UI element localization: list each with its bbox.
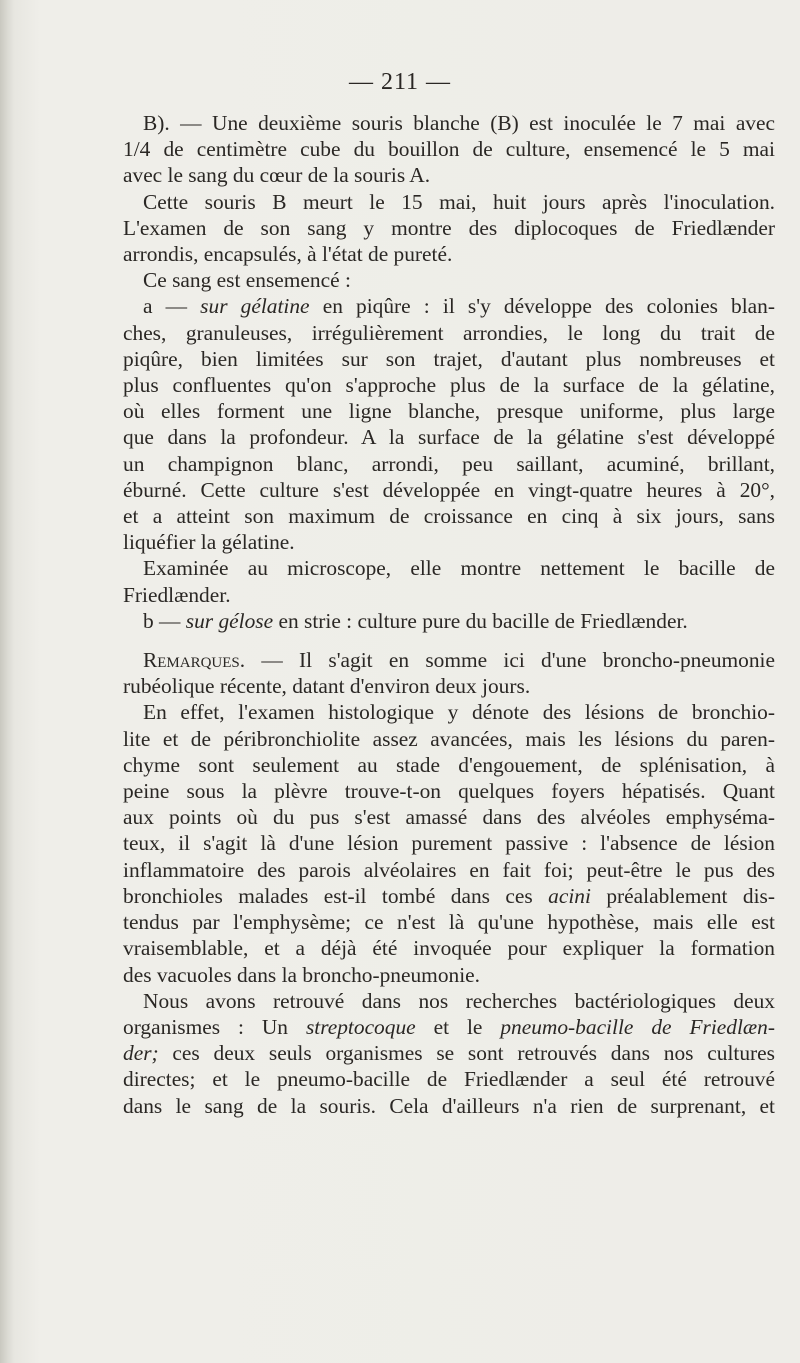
text-line: B). — Une deuxième souris blanche (B) est inoculée le 7 mai avec: [143, 111, 775, 135]
item-marker: a —: [143, 294, 201, 319]
text-line: plus confluentes qu'on s'approche plus de la surface de la gélatine,: [123, 373, 775, 398]
item-marker: b —: [143, 608, 186, 633]
text-line: avec le sang du cœur de la souris A.: [123, 163, 431, 188]
text-line: teux, il s'agit là d'une lésion purement passive : l'absence de lésion: [123, 831, 775, 856]
text-line: où elles forment une ligne blanche, presque uniforme, plus large: [123, 399, 775, 424]
text-line: ches, granuleuses, irrégulièrement arrondies, le long du trait de: [123, 320, 775, 345]
text-line: tendus par l'emphysème; ce n'est là qu'une hypothèse, mais elle est: [123, 910, 775, 935]
page-body: [123, 110, 775, 1119]
text-line: lite et de péribronchiolite assez avancées, mais les lésions du paren-: [123, 726, 775, 751]
text-line: der; ces deux seuls organismes se sont retrouvés dans nos cultures: [123, 1041, 775, 1066]
text-line: liquéfier la gélatine.: [123, 530, 295, 555]
text-line: vraisemblable, et a déjà été invoquée pour expliquer la formation: [123, 936, 775, 961]
medium-label: sur gélatine: [200, 294, 310, 319]
text-line: Ce sang est ensemencé :: [143, 268, 351, 293]
text-line: des vacuoles dans la broncho-pneumonie.: [123, 962, 480, 987]
text-line: piqûre, bien limitées sur son trajet, d'autant plus nombreuses et: [123, 346, 775, 371]
page-gutter-shadow: [0, 0, 14, 1363]
paragraph-gap: [123, 634, 775, 647]
text-line: L'examen de son sang y montre des diplocoques de Friedlænder: [123, 215, 775, 240]
organism-name: streptocoque: [305, 1014, 416, 1039]
text-line: Cette souris B meurt le 15 mai, huit jours après l'inoculation.: [143, 189, 775, 214]
remarks-heading: Remarques.: [143, 648, 246, 673]
text-line: 1/4 de centimètre cube du bouillon de culture, ensemencé le 5 mai: [123, 137, 775, 162]
text-line: que dans la profondeur. A la surface de la gélatine s'est développé: [123, 425, 775, 450]
text-line: rubéolique récente, datant d'environ deux jours.: [123, 674, 531, 699]
text-line: un champignon blanc, arrondi, peu saillant, acuminé, brillant,: [123, 451, 775, 476]
text-line: Nous avons retrouvé dans nos recherches bactériologiques deux: [143, 988, 775, 1013]
text-line: organismes : Un streptocoque et le pneumo-bacille de Friedlæn-: [123, 1014, 775, 1039]
text-line: inflammatoire des parois alvéolaires en fait foi; peut-être le pus des: [123, 857, 775, 882]
text-line: Friedlænder.: [123, 582, 231, 607]
page-number: — 211 —: [348, 69, 452, 95]
text-line: En effet, l'examen histologique y dénote des lésions de bronchio-: [143, 700, 775, 725]
text-line: éburné. Cette culture s'est développée en vingt-quatre heures à 20°,: [123, 477, 775, 502]
latin-term: acini: [548, 883, 591, 908]
text-line: dans le sang de la souris. Cela d'ailleurs n'a rien de surprenant, et: [123, 1093, 775, 1118]
text-line: arrondis, encapsulés, à l'état de pureté.: [123, 242, 453, 267]
text-line: bronchioles malades est-il tombé dans ces acini préalablement dis-: [123, 883, 775, 908]
text-line: a — sur gélatine en piqûre : il s'y développe des colonies blan-: [143, 294, 775, 319]
text-line: b — sur gélose en strie : culture pure du bacille de Friedlænder.: [143, 608, 688, 633]
text-line: peine sous la plèvre trouve-t-on quelques foyers hépatisés. Quant: [123, 779, 775, 804]
text-line: directes; et le pneumo-bacille de Friedlænder a seul été retrouvé: [123, 1067, 775, 1092]
organism-name: pneumo-bacille de Friedlæn-: [500, 1014, 775, 1039]
text-line: chyme sont seulement au stade d'engouement, de splénisation, à: [123, 752, 775, 777]
text-line: et a atteint son maximum de croissance en cinq à six jours, sans: [123, 504, 775, 529]
medium-label: sur gélose: [185, 608, 274, 633]
text-line: aux points où du pus s'est amassé dans des alvéoles emphyséma-: [123, 805, 775, 830]
text-line: Examinée au microscope, elle montre nettement le bacille de: [143, 556, 775, 581]
text-line: Remarques. — Il s'agit en somme ici d'une broncho-pneumonie: [143, 648, 775, 673]
organism-name: der;: [123, 1041, 159, 1066]
